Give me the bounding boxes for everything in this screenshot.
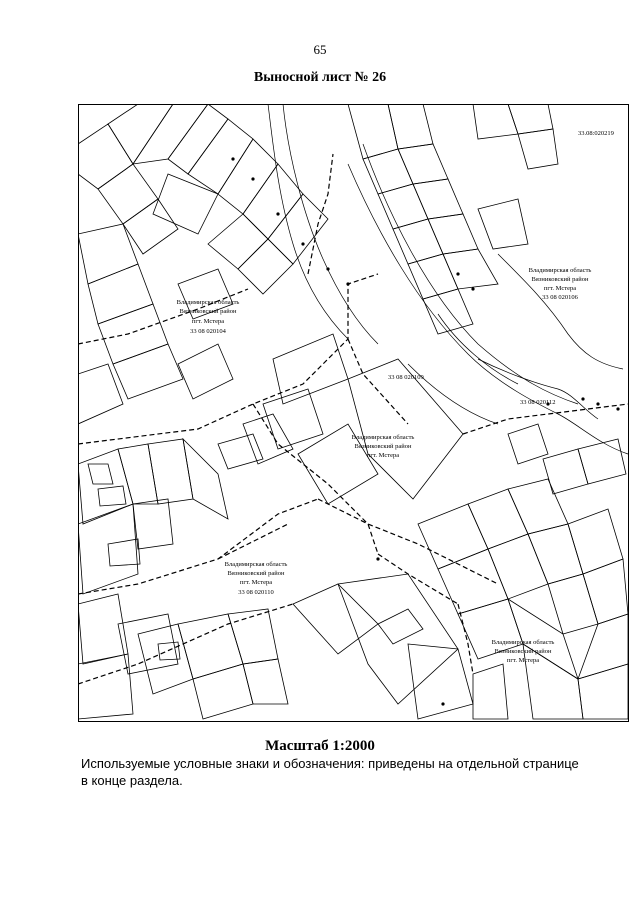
region-label-line: Владимирская область [351, 434, 415, 441]
region-label-line: 33 08 020104 [190, 328, 226, 335]
region-label-line: 33 08 020106 [542, 294, 578, 301]
region-label-line: Вязниковский район [354, 443, 412, 450]
quarter-code-020112: 33 08 020112 [520, 399, 556, 406]
quarter-code-020109: 33 08 020109 [388, 374, 424, 381]
legend-note: Используемые условные знаки и обозначения: приведены на отдельной странице в конце раздела. [81, 756, 579, 788]
region-label-line: пгт. Мстера [366, 452, 400, 459]
region-label-line: Вязниковский район [179, 308, 237, 315]
region-label-line: Вязниковский район [227, 570, 285, 577]
region-label-line: пгт. Мстера [239, 579, 273, 586]
page-number: 65 [313, 42, 327, 57]
sheet-title: Выносной лист № 26 [253, 70, 387, 85]
map-border [79, 105, 629, 722]
region-label-line: Владимирская область [528, 267, 592, 274]
region-label-line: Владимирская область [224, 561, 288, 568]
region-label-line: 33 08 020110 [238, 589, 274, 596]
region-label-line: пгт. Мстера [543, 285, 577, 292]
quarter-code-020219: 33.08:020219 [578, 130, 614, 137]
cadastral-map [78, 104, 629, 722]
region-label-line: Вязниковский район [531, 276, 589, 283]
map-scale: Масштаб 1:2000 [265, 738, 375, 754]
region-label-line: Вязниковский район [494, 648, 552, 655]
region-label-line: пгт. Мстера [191, 318, 225, 325]
region-label-line: Владимирская область [176, 299, 240, 306]
region-label-line: пгт. Мстера [506, 657, 540, 664]
region-label-line: Владимирская область [491, 639, 555, 646]
